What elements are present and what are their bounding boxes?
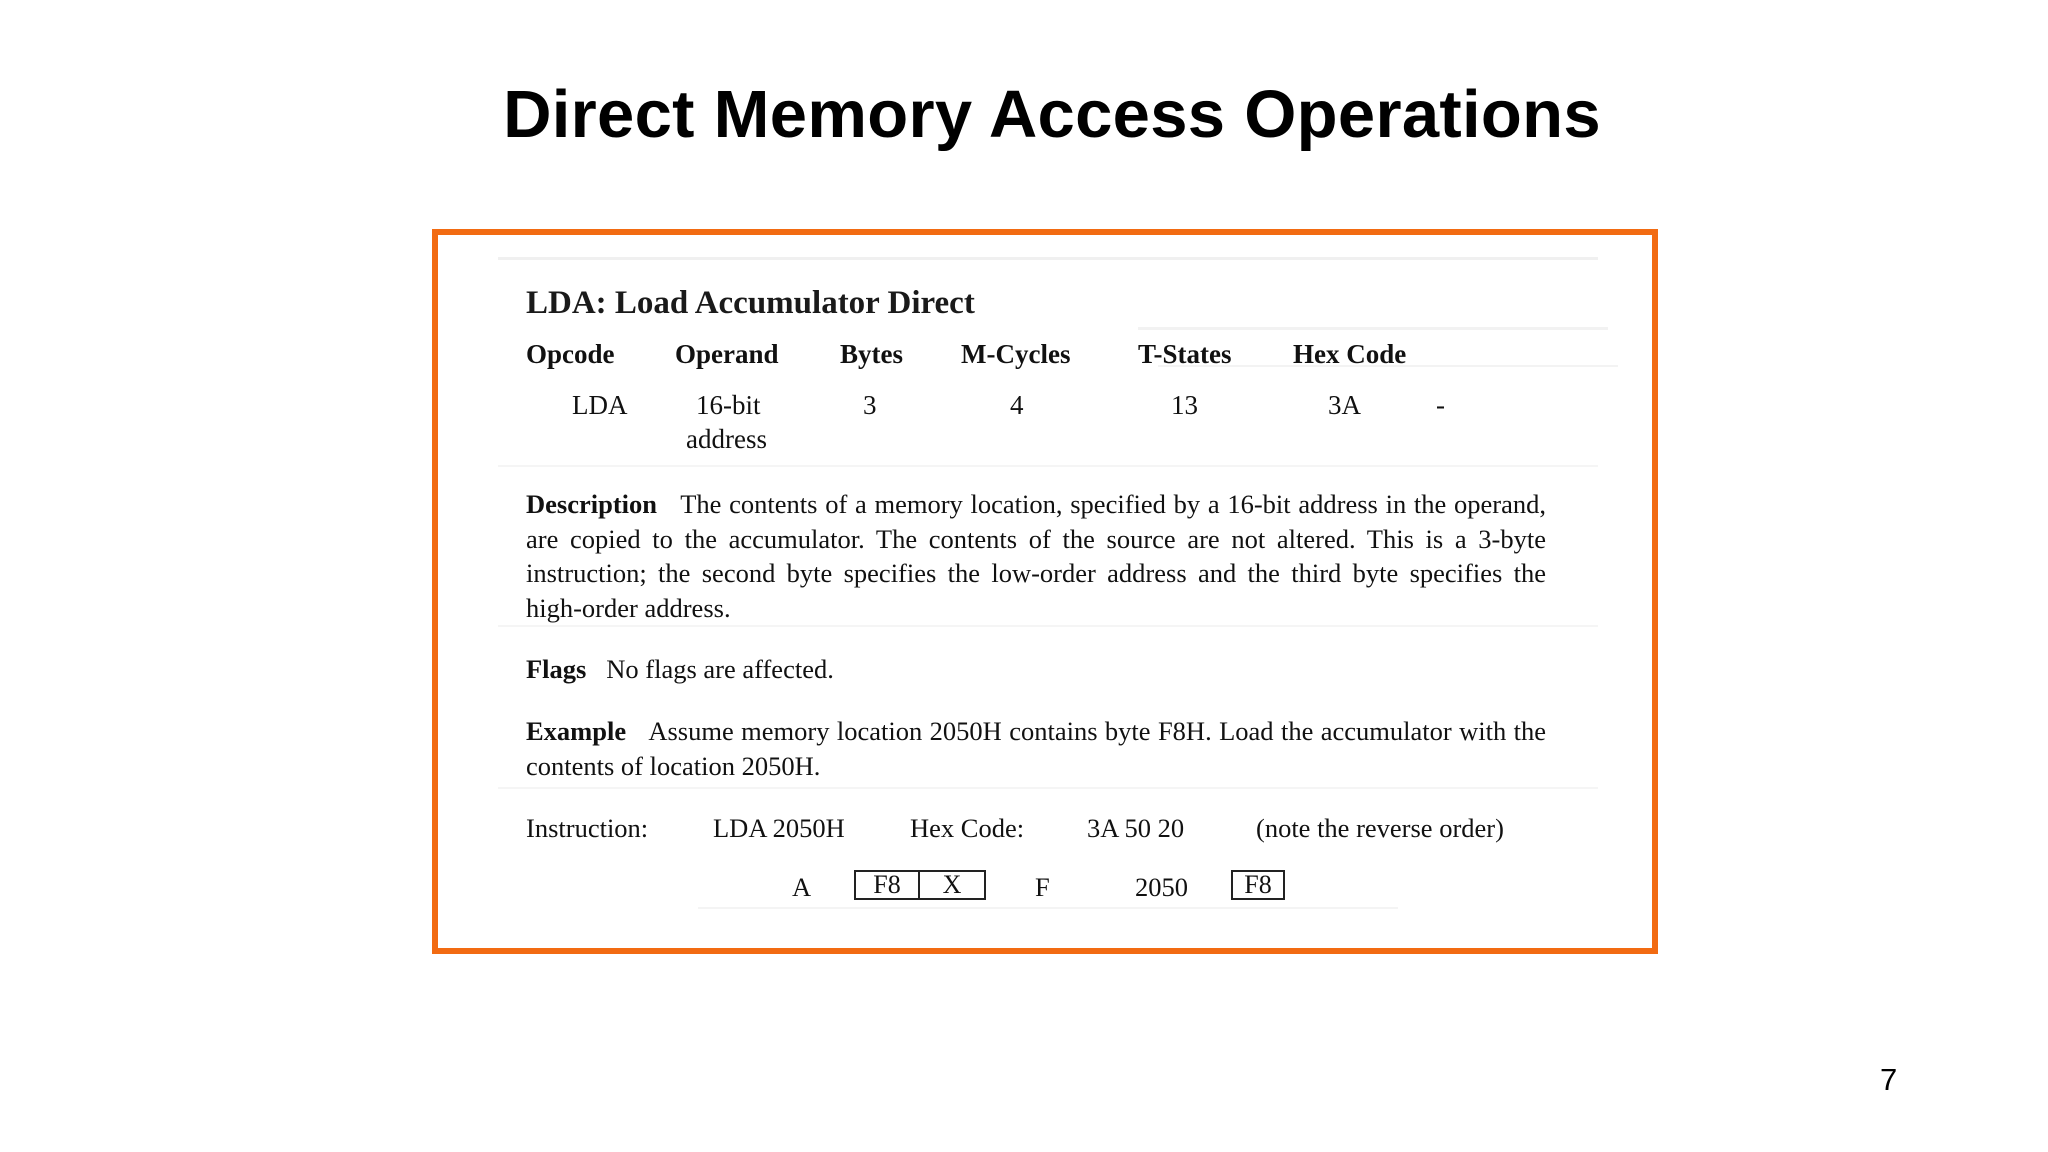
hex-code-label: Hex Code: — [910, 813, 1025, 843]
cell-operand: 16-bit — [696, 390, 761, 420]
description-label: Description — [526, 489, 658, 519]
cell-operand-line2: address — [686, 424, 767, 454]
cell-hex-code: 3A — [1328, 390, 1361, 420]
example-text: Assume memory location 2050H contains byte F8H. Load the accumulator with the contents of location 2050H. — [526, 716, 1547, 781]
slide-title: Direct Memory Access Operations — [503, 77, 1601, 152]
header-bytes: Bytes — [840, 339, 903, 369]
header-hex-code: Hex Code — [1293, 339, 1407, 369]
flags-paragraph — [526, 652, 1546, 687]
register-f-label: F — [1035, 872, 1050, 902]
register-a-box: F8 — [854, 870, 920, 900]
memory-address: 2050 — [1135, 872, 1188, 902]
scanned-document — [438, 235, 1652, 948]
flags-text: No flags are affected. — [606, 654, 834, 684]
header-opcode: Opcode — [526, 339, 615, 369]
description-text: The contents of a memory location, specified by a 16-bit address in the operand, are copied to the accumulator. The contents of the source are not altered. This is a 3-byte instruction; the second byte specifies the low-order address and the third byte specifies the high-order address. — [526, 489, 1547, 623]
reverse-order-note: (note the reverse order) — [1256, 813, 1504, 843]
flags-label: Flags — [526, 654, 587, 684]
instruction-title: LDA: Load Accumulator Direct — [526, 285, 975, 321]
cell-opcode: LDA — [572, 390, 628, 420]
cell-bytes: 3 — [863, 390, 877, 420]
cell-t-states: 13 — [1171, 390, 1198, 420]
register-f-box: X — [918, 870, 986, 900]
header-t-states: T-States — [1138, 339, 1232, 369]
document-frame — [432, 229, 1658, 954]
header-operand: Operand — [675, 339, 779, 369]
memory-value-box: F8 — [1231, 870, 1285, 900]
header-m-cycles: M-Cycles — [961, 339, 1071, 369]
description-paragraph — [526, 487, 1546, 625]
example-label: Example — [526, 716, 627, 746]
cell-m-cycles: 4 — [1010, 390, 1024, 420]
register-a-label: A — [792, 872, 812, 902]
cell-marker: - — [1436, 390, 1445, 420]
page-number: 7 — [1880, 1062, 1898, 1097]
hex-code-value: 3A 50 20 — [1087, 813, 1185, 843]
example-paragraph — [526, 714, 1546, 783]
instruction-label: Instruction: — [526, 813, 649, 843]
instruction-value: LDA 2050H — [713, 813, 845, 843]
